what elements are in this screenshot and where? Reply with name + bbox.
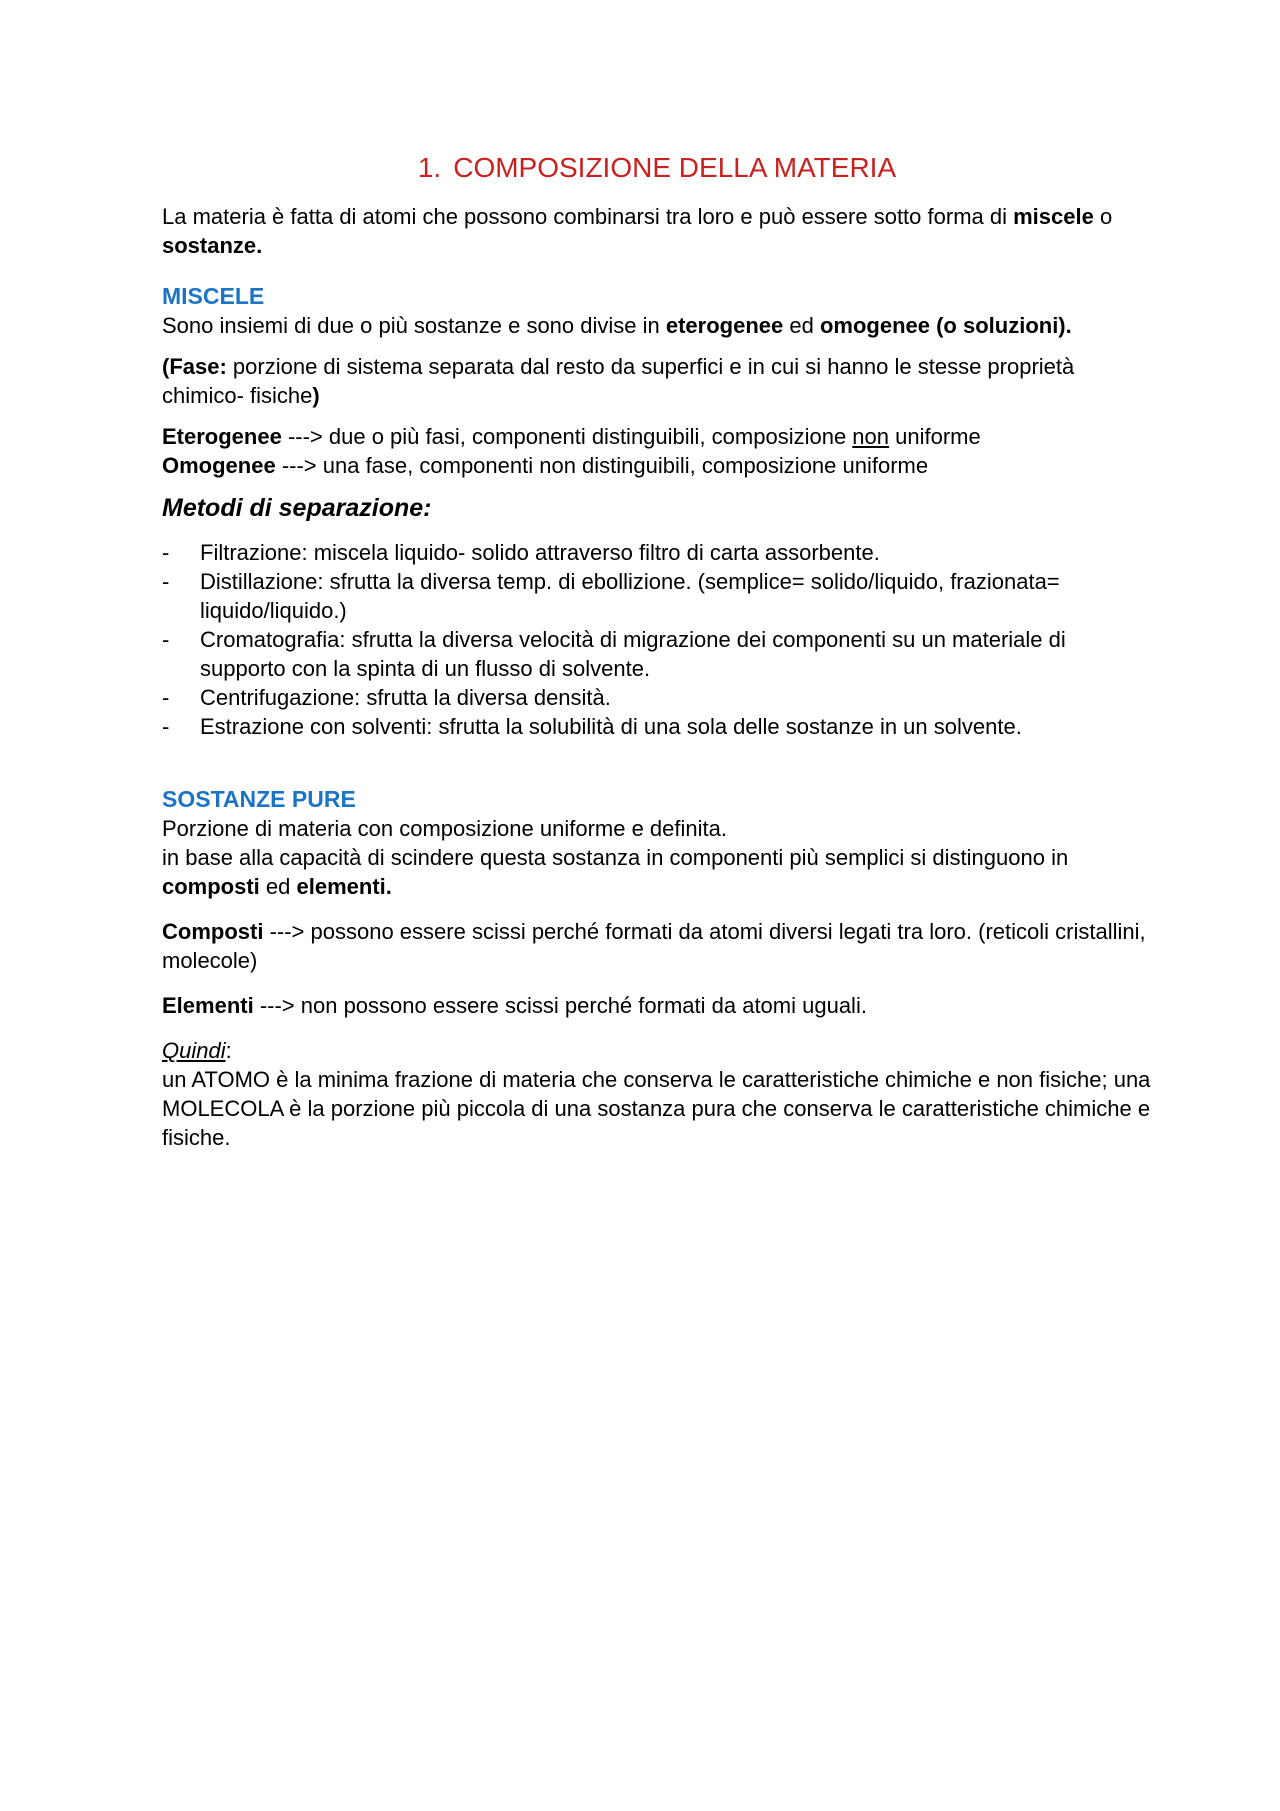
list-item: [162, 567, 1152, 625]
list-item-text: Filtrazione: miscela liquido- solido attraverso filtro di carta assorbente.: [200, 540, 880, 565]
intro-paragraph: [162, 202, 1152, 260]
intro-bold-sostanze: sostanze.: [162, 233, 263, 258]
list-item-text: Cromatografia: sfrutta la diversa velocità di migrazione dei componenti su un materiale di supporto con la spinta di un flusso di solvente.: [200, 627, 1066, 681]
metodi-list: [162, 538, 1152, 741]
composti-text: ---> possono essere scissi perché formati da atomi diversi legati tra loro. (reticoli cristallini, molecole): [162, 919, 1146, 973]
miscele-definition: [162, 311, 1152, 340]
sostanze-heading: SOSTANZE PURE: [162, 786, 356, 812]
list-item: [162, 538, 1152, 567]
miscele-def-bold-eterogenee: eterogenee: [665, 313, 784, 338]
list-item: [162, 625, 1152, 683]
fase-text: porzione di sistema separata dal resto da superfici e in cui si hanno le stesse proprietà chimico- fisiche: [162, 354, 1075, 408]
sostanze-line2-text: in base alla capacità di scindere questa sostanza in componenti più semplici si distinguono in: [162, 845, 1069, 870]
sostanze-bold-elementi: elementi.: [296, 874, 392, 899]
fase-paragraph: [162, 352, 1152, 410]
omogenee-text: ---> una fase, componenti non distinguibili, composizione uniforme: [275, 453, 929, 478]
intro-text: La materia è fatta di atomi che possono combinarsi tra loro e può essere sotto forma di: [162, 204, 1014, 229]
sostanze-line2: [162, 843, 1152, 901]
miscele-def-bold-omogenee: omogenee (o soluzioni).: [819, 313, 1072, 338]
sostanze-text-ed: ed: [259, 874, 297, 899]
miscele-def-text-ed: ed: [783, 313, 820, 338]
document-page: [162, 150, 1152, 1152]
dash-bullet: -: [162, 714, 170, 739]
eterogenee-bold: Eterogenee: [162, 424, 282, 449]
dash-bullet: -: [162, 685, 170, 710]
list-item-text: Centrifugazione: sfrutta la diversa densità.: [200, 685, 611, 710]
dash-bullet: -: [162, 627, 170, 652]
page-title: [162, 150, 1152, 186]
list-item: [162, 683, 1152, 712]
quindi-colon: :: [225, 1038, 232, 1063]
list-item: [162, 712, 1152, 741]
composti-bold: Composti: [162, 919, 264, 944]
dash-bullet: -: [162, 569, 170, 594]
elementi-bold: Elementi: [162, 993, 254, 1018]
fase-close: ): [312, 383, 320, 408]
intro-bold-miscele: miscele: [1013, 204, 1094, 229]
metodi-heading: Metodi di separazione:: [162, 494, 432, 522]
title-number: 1.: [417, 152, 442, 183]
omogenee-line: [162, 451, 1152, 480]
list-item-text: Estrazione con solventi: sfrutta la solubilità di una sola delle sostanze in un solvente.: [200, 714, 1022, 739]
elementi-text: ---> non possono essere scissi perché formati da atomi uguali.: [253, 993, 867, 1018]
eterogenee-text-end: uniforme: [889, 424, 981, 449]
sostanze-line1: Porzione di materia con composizione uniforme e definita.: [162, 816, 727, 841]
miscele-heading: MISCELE: [162, 283, 265, 309]
omogenee-bold: Omogenee: [162, 453, 276, 478]
composti-paragraph: [162, 917, 1152, 975]
intro-text-o: o: [1093, 204, 1113, 229]
eterogenee-underline-non: non: [852, 424, 890, 449]
eterogenee-text: ---> due o più fasi, componenti distinguibili, composizione: [281, 424, 853, 449]
eterogenee-line: [162, 422, 1152, 451]
miscele-def-text: Sono insiemi di due o più sostanze e sono divise in: [162, 313, 666, 338]
quindi-underlined: Quindi: [162, 1038, 226, 1063]
conclusion-paragraph: un ATOMO è la minima frazione di materia che conserva le caratteristiche chimiche e non fisiche; una MOLECOLA è la porzione più piccola di una sostanza pura che conserva le caratteristiche chimiche e fisiche.: [162, 1067, 1151, 1150]
elementi-paragraph: [162, 991, 1152, 1020]
list-item-text: Distillazione: sfrutta la diversa temp. di ebollizione. (semplice= solido/liquido, frazionata= liquido/liquido.): [200, 569, 1060, 623]
title-text: COMPOSIZIONE DELLA MATERIA: [453, 152, 897, 183]
fase-bold: (Fase:: [162, 354, 227, 379]
quindi-label: [162, 1036, 1152, 1065]
dash-bullet: -: [162, 540, 170, 565]
sostanze-bold-composti: composti: [162, 874, 260, 899]
